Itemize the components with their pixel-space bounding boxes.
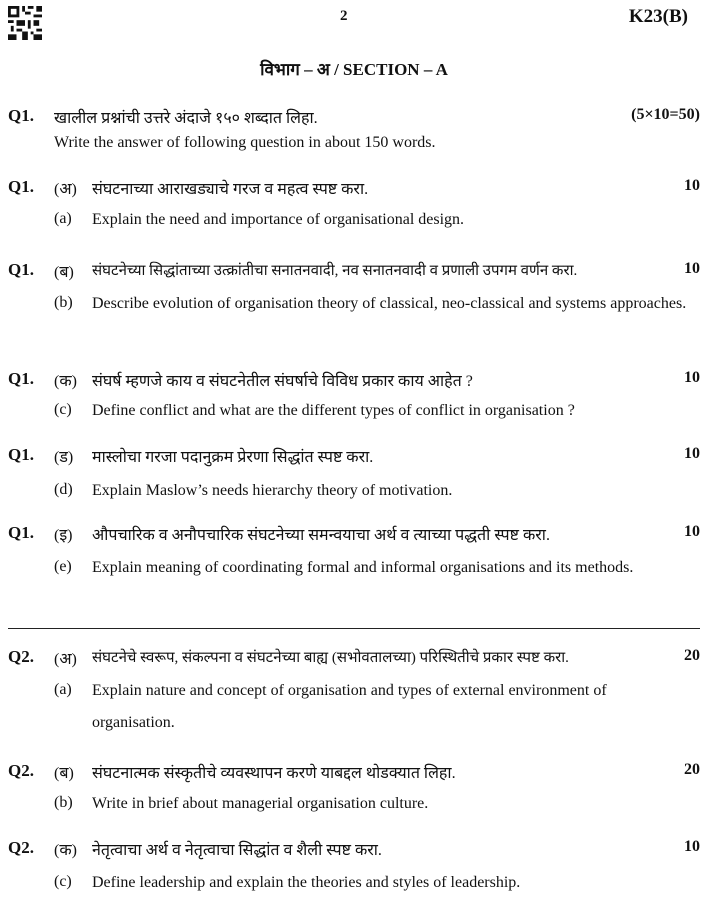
question-label: Q2.	[8, 838, 34, 857]
question-text-marathi: नेतृत्वाचा अर्थ व नेतृत्वाचा सिद्धांत व शैली स्पष्ट करा.	[92, 842, 382, 859]
question-text-marathi: संघटनाच्या आराखड्याचे गरज व महत्व स्पष्ट करा.	[92, 181, 369, 198]
question-text-marathi: मास्लोचा गरजा पदानुक्रम प्रेरणा सिद्धांत स्पष्ट करा.	[92, 449, 374, 466]
instruction-marathi: खालील प्रश्नांची उत्तरे अंदाजे १५० शब्दात लिहा.	[54, 110, 318, 127]
total-marks: (5×10=50)	[631, 106, 700, 123]
question-text-english: Explain meaning of coordinating formal and informal organisations and its methods.	[92, 559, 634, 576]
sub-label-english: (b)	[54, 794, 73, 811]
sub-label-marathi: (क)	[54, 373, 77, 390]
question-marks: 20	[684, 761, 700, 778]
sub-label-marathi: (अ)	[54, 181, 77, 198]
question-label: Q1.	[8, 523, 34, 542]
question-text-english: Define leadership and explain the theories and styles of leadership.	[92, 874, 521, 891]
sub-label-marathi: (ब)	[54, 765, 74, 782]
question-text-english: Explain the need and importance of organisational design.	[92, 211, 465, 228]
question-label: Q1.	[8, 177, 34, 196]
sub-label-english: (d)	[54, 481, 73, 498]
sub-label-marathi: (अ)	[54, 651, 77, 668]
question-label: Q2.	[8, 761, 34, 780]
sub-label-english: (b)	[54, 294, 73, 311]
sub-label-marathi: (इ)	[54, 527, 73, 544]
question-marks: 10	[684, 177, 700, 194]
question-text-marathi: संघटनेचे स्वरूप, संकल्पना व संघटनेच्या बाह्य (सभोवतालच्या) परिस्थितीचे प्रकार स्पष्ट करा.	[92, 650, 569, 666]
question-label: Q2.	[8, 647, 34, 666]
qr-code-icon	[8, 6, 42, 40]
question-marks: 10	[684, 260, 700, 277]
question-text-english: Describe evolution of organisation theory of classical, neo-classical and systems approaches.	[92, 295, 687, 312]
sub-label-english: (a)	[54, 210, 72, 227]
question-text-english: Define conflict and what are the different types of conflict in organisation ?	[92, 402, 575, 419]
sub-label-english: (c)	[54, 873, 72, 890]
paper-code: K23(B)	[628, 6, 688, 27]
section-divider	[8, 628, 700, 629]
sub-label-marathi: (क)	[54, 842, 77, 859]
question-label: Q1.	[8, 106, 34, 125]
question-marks: 10	[684, 838, 700, 855]
page-number: 2	[340, 8, 348, 24]
question-text-english: Explain nature and concept of organisation and types of external environment of organisation.	[92, 682, 607, 731]
question-text-english: Write in brief about managerial organisation culture.	[92, 795, 429, 812]
question-marks: 10	[684, 369, 700, 386]
sub-label-english: (e)	[54, 558, 72, 575]
question-marks: 20	[684, 647, 700, 664]
sub-label-english: (c)	[54, 401, 72, 418]
question-text-marathi: संघटनेच्या सिद्धांताच्या उत्क्रांतीचा सनातनवादी, नव सनातनवादी व प्रणाली उपगम वर्णन करा.	[92, 263, 578, 279]
section-title: विभाग – अ / SECTION – A	[260, 60, 448, 79]
sub-label-marathi: (ब)	[54, 264, 74, 281]
question-text-english: Explain Maslow’s needs hierarchy theory of motivation.	[92, 482, 453, 499]
question-text-marathi: औपचारिक व अनौपचारिक संघटनेच्या समन्वयाचा अर्थ व त्याच्या पद्धती स्पष्ट करा.	[92, 527, 550, 544]
sub-label-english: (a)	[54, 681, 72, 698]
question-label: Q1.	[8, 445, 34, 464]
question-text-marathi: संघटनात्मक संस्कृतीचे व्यवस्थापन करणे याबद्दल थोडक्यात लिहा.	[92, 765, 456, 782]
question-marks: 10	[684, 445, 700, 462]
sub-label-marathi: (ड)	[54, 449, 74, 466]
question-text-marathi: संघर्ष म्हणजे काय व संघटनेतील संघर्षाचे विविध प्रकार काय आहेत ?	[92, 373, 473, 390]
question-marks: 10	[684, 523, 700, 540]
question-label: Q1.	[8, 369, 34, 388]
question-label: Q1.	[8, 260, 34, 279]
instruction-english: Write the answer of following question in about 150 words.	[54, 134, 436, 151]
